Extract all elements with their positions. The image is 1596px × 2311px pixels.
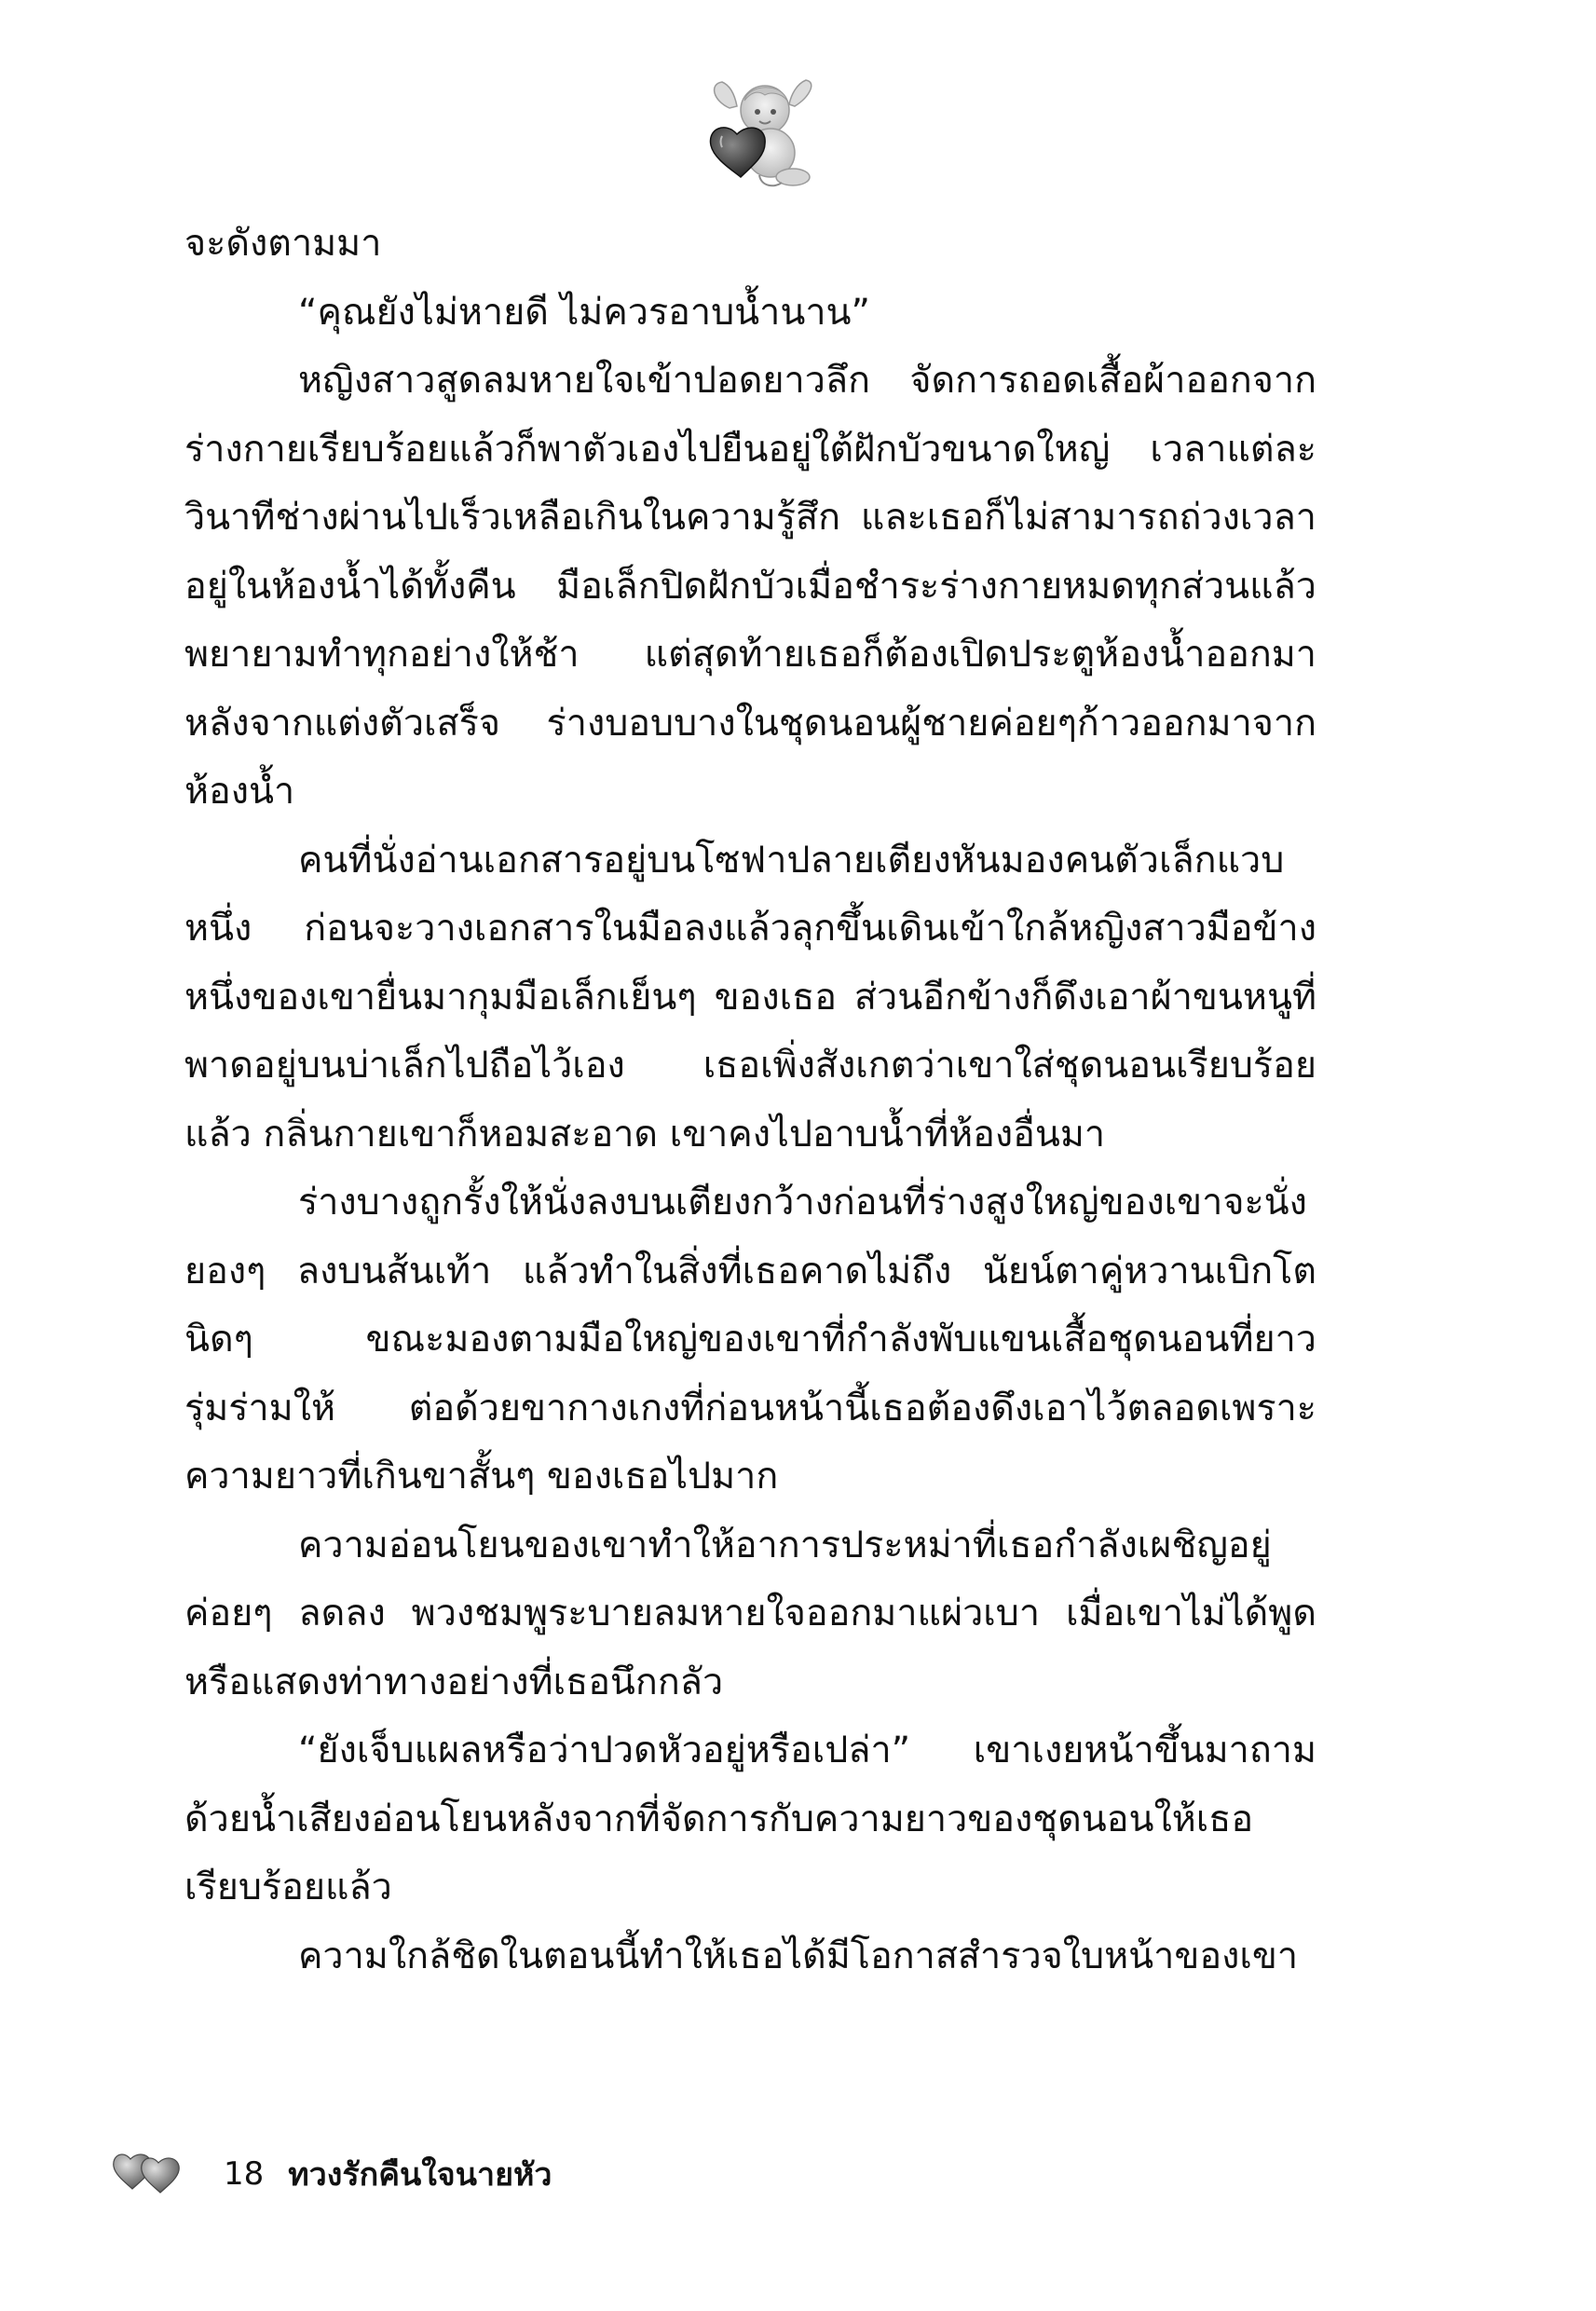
paragraph: “คุณยังไม่หายดี ไม่ควรอาบน้ำนาน” bbox=[298, 290, 870, 334]
page-number: 18 bbox=[224, 2155, 265, 2193]
paragraph: จะดังตามมา bbox=[184, 222, 382, 265]
book-title: ทวงรักคืนใจนายหัว bbox=[288, 2156, 552, 2194]
paragraph: ความอ่อนโยนของเขาทำให้อาการประหม่าที่เธอกำลังเผชิญอยู่ค่อยๆ ลดลง พวงชมพูระบายลมหายใจออกมาแผ่วเบา เมื่อเขาไม่ได้พูดหรือแสดงท่าทางอย่างที่เธอนึกกลัว bbox=[184, 1523, 1316, 1703]
paragraph: ความใกล้ชิดในตอนนี้ทำให้เธอได้มีโอกาสสำรวจใบหน้าของเขา bbox=[298, 1934, 1299, 1977]
body-text bbox=[184, 210, 1316, 1990]
cupid-with-heart-icon bbox=[703, 73, 825, 194]
paragraph: “ยังเจ็บแผลหรือว่าปวดหัวอยู่หรือเปล่า” เขาเงยหน้าขึ้นมาถามด้วยน้ำเสียงอ่อนโยนหลังจากที่จัดการกับความยาวของชุดนอนให้เธอเรียบร้อยแล้ว bbox=[184, 1729, 1316, 1908]
paragraph: ร่างบางถูกรั้งให้นั่งลงบนเตียงกว้างก่อนที่ร่างสูงใหญ่ของเขาจะนั่งยองๆ ลงบนส้นเท้า แล้วทำในสิ่งที่เธอคาดไม่ถึง นัยน์ตาคู่หวานเบิกโตนิดๆ ขณะมองตามมือใหญ่ของเขาที่กำลังพับแขนเสื้อชุดนอนที่ยาวรุ่มร่ามให้ ต่อด้วยขากางเกงที่ก่อนหน้านี้เธอต้องดึงเอาไว้ตลอดเพราะความยาวที่เกินขาสั้นๆ ของเธอไปมาก bbox=[184, 1181, 1316, 1497]
page-footer bbox=[112, 2141, 552, 2207]
paragraph: คนที่นั่งอ่านเอกสารอยู่บนโซฟาปลายเตียงหันมองคนตัวเล็กแวบหนึ่ง ก่อนจะวางเอกสารในมือลงแล้วลุกขึ้นเดินเข้าใกล้หญิงสาวมือข้างหนึ่งของเขายื่นมากุมมือเล็กเย็นๆ ของเธอ ส่วนอีกข้างก็ดึงเอาผ้าขนหนูที่พาดอยู่บนบ่าเล็กไปถือไว้เอง เธอเพิ่งสังเกตว่าเขาใส่ชุดนอนเรียบร้อยแล้ว กลิ่นกายเขาก็หอมสะอาด เขาคงไปอาบน้ำที่ห้องอื่นมา bbox=[184, 838, 1316, 1156]
double-hearts-icon bbox=[112, 2146, 186, 2202]
paragraph: หญิงสาวสูดลมหายใจเข้าปอดยาวลึก จัดการถอดเสื้อผ้าออกจากร่างกายเรียบร้อยแล้วก็พาตัวเองไปยืนอยู่ใต้ฝักบัวขนาดใหญ่ เวลาแต่ละวินาทีช่างผ่านไปเร็วเหลือเกินในความรู้สึก และเธอก็ไม่สามารถถ่วงเวลาอยู่ในห้องน้ำได้ทั้งคืน มือเล็กปิดฝักบัวเมื่อชำระร่างกายหมดทุกส่วนแล้ว พยายามทำทุกอย่างให้ช้า แต่สุดท้ายเธอก็ต้องเปิดประตูห้องน้ำออกมาหลังจากแต่งตัวเสร็จ ร่างบอบบางในชุดนอนผู้ชายค่อยๆก้าวออกมาจากห้องน้ำ bbox=[184, 359, 1316, 813]
